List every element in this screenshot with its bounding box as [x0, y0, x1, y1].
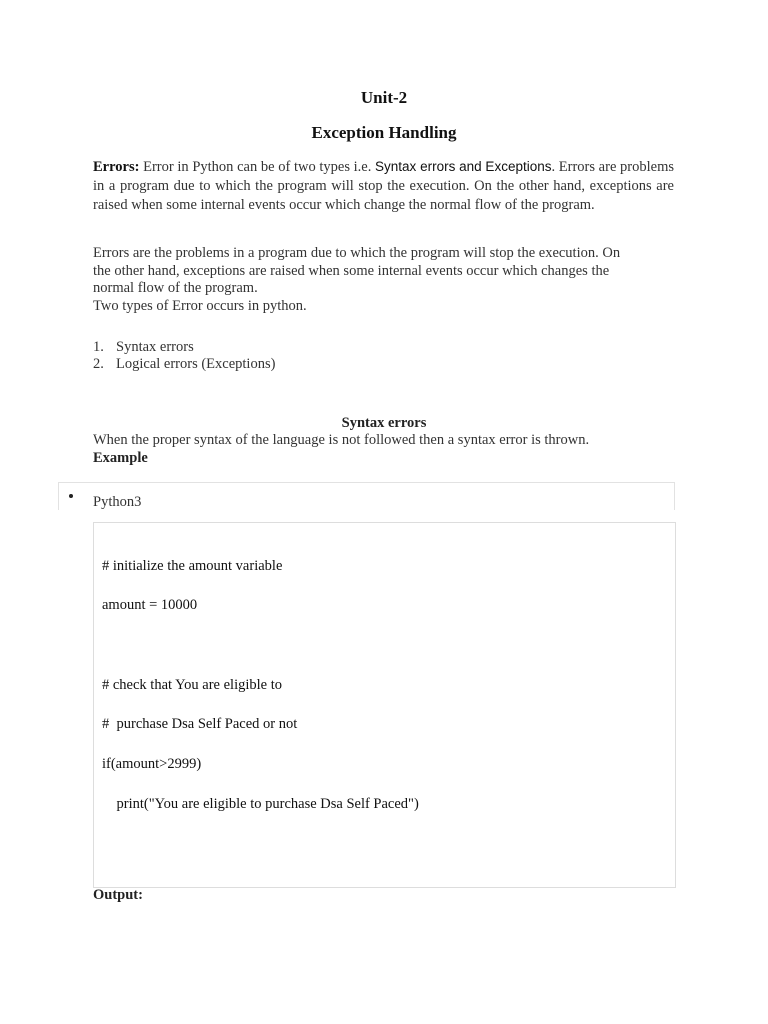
- list-item-label: Logical errors (Exceptions): [116, 356, 276, 372]
- errors-types-highlight: Syntax errors and Exceptions: [375, 159, 552, 174]
- error-types-list: [93, 339, 275, 373]
- code-tab-bar: [58, 482, 675, 510]
- errors-intro-text-1: Error in Python can be of two types i.e.: [139, 159, 376, 175]
- errors-description-paragraph: [93, 245, 674, 315]
- errors-lead-label: Errors:: [93, 159, 140, 175]
- page-title: Exception Handling: [311, 123, 457, 142]
- code-line: # purchase Dsa Self Paced or not: [102, 716, 298, 732]
- list-item-label: Syntax errors: [116, 339, 194, 355]
- list-item-number: 2.: [93, 356, 104, 372]
- code-line: print("You are eligible to purchase Dsa Self Paced"): [102, 796, 419, 812]
- paragraph-line: Errors are the problems in a program due to which the program will stop the execution. On: [93, 245, 621, 261]
- list-item-number: 1.: [93, 339, 104, 355]
- code-line: if(amount>2999): [102, 756, 202, 772]
- list-item: [93, 356, 275, 373]
- errors-intro-paragraph: [93, 157, 674, 215]
- paragraph-line: Two types of Error occurs in python.: [93, 297, 307, 314]
- code-line: amount = 10000: [102, 597, 198, 613]
- code-block: [93, 522, 676, 888]
- code-language-tab[interactable]: Python3: [93, 494, 142, 510]
- syntax-errors-description: When the proper syntax of the language is not followed then a syntax error is thrown.: [93, 432, 590, 448]
- bullet-icon: [69, 494, 73, 498]
- paragraph-line: normal flow of the program.: [93, 280, 258, 296]
- unit-title: Unit-2: [360, 88, 408, 107]
- syntax-errors-heading: Syntax errors: [341, 415, 427, 431]
- code-line: # initialize the amount variable: [102, 558, 283, 574]
- output-label: Output:: [93, 887, 143, 903]
- paragraph-line: the other hand, exceptions are raised when some internal events occur which changes the: [93, 262, 610, 279]
- list-item: [93, 339, 275, 356]
- errors-intro-text-2: . Errors are problems in a program due to which the program will stop the execution. On the other hand, exceptions are raised when some internal events occur which change the normal flow of the program.: [93, 159, 675, 213]
- code-line: # check that You are eligible to: [102, 677, 282, 693]
- example-label: Example: [93, 450, 148, 466]
